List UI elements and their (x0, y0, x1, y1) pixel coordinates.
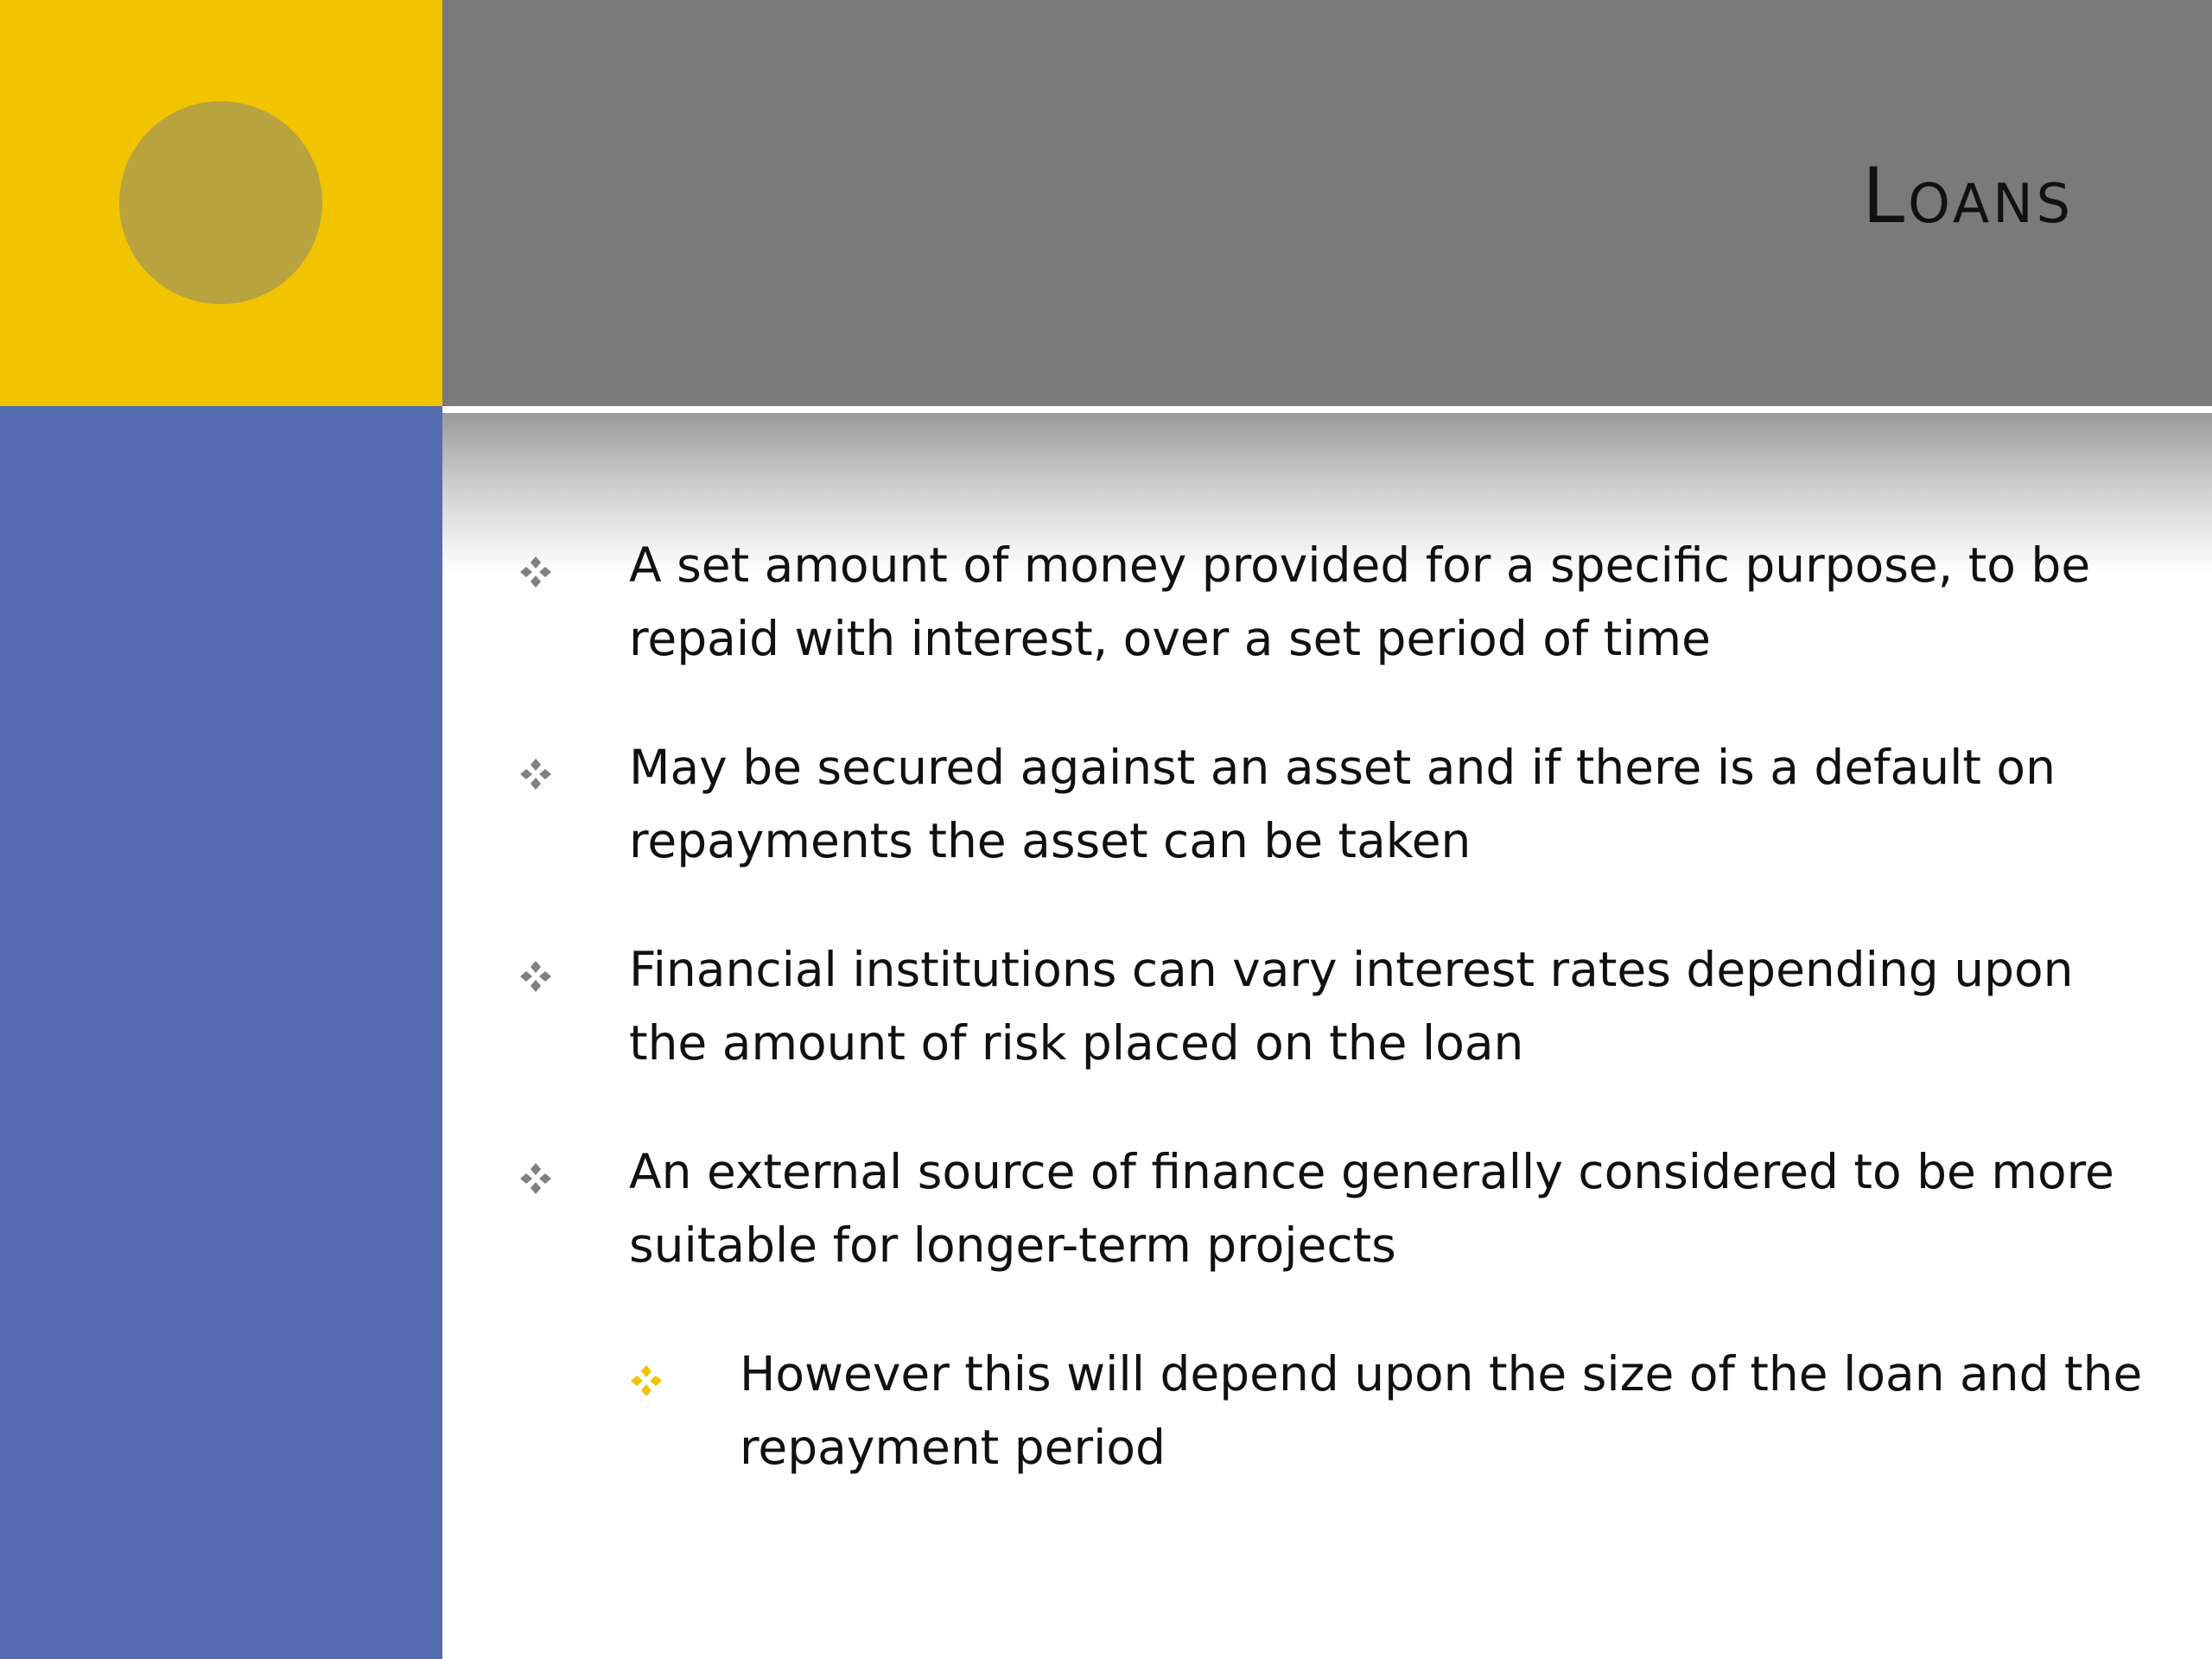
bullet-text: An external source of finance generally considered to be more suitable for longer-term projects (629, 1144, 2114, 1273)
yellow-corner-block (0, 0, 442, 406)
title-divider (442, 406, 2212, 413)
bullet-item (518, 1135, 2143, 1282)
slide-title: Loans (1862, 151, 2074, 240)
decorative-circle (119, 101, 322, 304)
bullet-text: A set amount of money provided for a specific purpose, to be repaid with interest, over a set period of time (629, 537, 2091, 666)
sub-bullet-item (629, 1338, 2143, 1484)
bullet-text: Financial institutions can vary interest rates depending upon the amount of risk placed on the loan (629, 942, 2074, 1071)
bullet-item (518, 933, 2143, 1080)
bullet-item (518, 529, 2143, 676)
four-diamond-bullet-icon (518, 757, 553, 791)
bullet-item (518, 731, 2143, 878)
four-diamond-bullet-icon (629, 1363, 664, 1398)
bullet-text: May be secured against an asset and if there is a default on repayments the asset can be taken (629, 740, 2056, 868)
bullet-list (518, 529, 2143, 1540)
bullet-text: However this will depend upon the size of the loan and the repayment period (740, 1346, 2143, 1475)
four-diamond-bullet-icon (518, 555, 553, 589)
title-bar (442, 0, 2212, 406)
four-diamond-bullet-icon (518, 959, 553, 994)
four-diamond-bullet-icon (518, 1161, 553, 1196)
blue-side-panel (0, 406, 442, 1659)
